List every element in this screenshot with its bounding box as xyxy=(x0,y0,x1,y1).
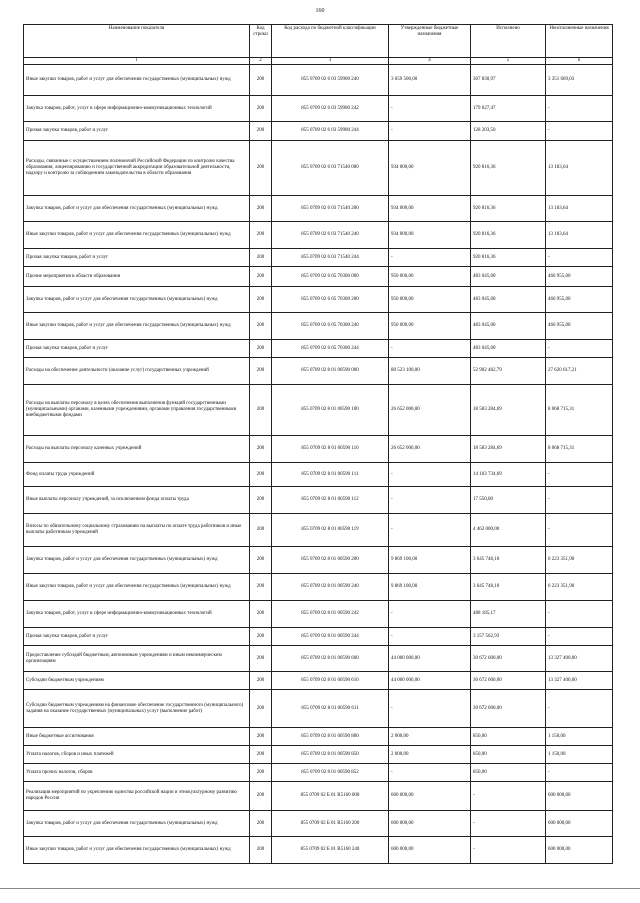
row-unexecuted: 27 620 617,21 xyxy=(546,358,613,385)
row-name: Иные закупки товаров, работ и услуг для обеспечения государственных (муниципальных) нужд xyxy=(24,222,250,249)
row-name: Прочие мероприятия в области образования xyxy=(24,267,250,287)
row-executed: 17 550,00 xyxy=(471,487,546,514)
row-approved: - xyxy=(389,601,471,628)
row-name: Закупка товаров, работ и услуг для обеспечения государственных (муниципальных) нужд xyxy=(24,811,250,837)
row-executed: - xyxy=(471,811,546,837)
row-name: Закупка товаров, работ и услуг для обеспечения государственных (муниципальных) нужд xyxy=(24,196,250,222)
row-line-code: 200 xyxy=(250,267,272,287)
row-executed: 179 627,47 xyxy=(471,96,546,122)
row-executed: 3 157 562,93 xyxy=(471,628,546,646)
row-name: Предоставление субсидий бюджетным, автономным учреждениям и иным некоммерческим организациям xyxy=(24,646,250,672)
row-expense-code: 855 0709 02 8 01 00590 611 xyxy=(272,690,389,728)
row-line-code: 200 xyxy=(250,249,272,267)
row-unexecuted: 13 327 400,00 xyxy=(546,672,613,690)
row-unexecuted: - xyxy=(546,514,613,547)
row-executed: 30 672 600,00 xyxy=(471,690,546,728)
row-executed: 850,00 xyxy=(471,764,546,782)
row-executed: 483 045,00 xyxy=(471,267,546,287)
header-approved: Утвержденные бюджетные назначения xyxy=(389,25,471,58)
row-name: Прочая закупка товаров, работ и услуг xyxy=(24,122,250,141)
row-name: Прочая закупка товаров, работ и услуг xyxy=(24,249,250,267)
table-row xyxy=(24,514,613,547)
row-unexecuted: 3 351 669,03 xyxy=(546,65,613,96)
row-unexecuted: 600 000,00 xyxy=(546,811,613,837)
row-name: Иные закупки товаров, работ и услуг для обеспечения государственных (муниципальных) нужд xyxy=(24,313,250,340)
row-line-code: 200 xyxy=(250,196,272,222)
row-expense-code: 855 0709 02 8 01 00590 244 xyxy=(272,628,389,646)
row-unexecuted: 6 223 351,90 xyxy=(546,547,613,574)
row-unexecuted: 13 183,64 xyxy=(546,196,613,222)
row-executed: 850,00 xyxy=(471,746,546,764)
row-line-code: 200 xyxy=(250,646,272,672)
row-unexecuted: 466 955,00 xyxy=(546,287,613,313)
row-executed: 128 203,50 xyxy=(471,122,546,141)
row-approved: 950 000,00 xyxy=(389,287,471,313)
row-executed: 30 672 600,00 xyxy=(471,646,546,672)
row-unexecuted: 13 183,64 xyxy=(546,141,613,196)
row-executed: 18 583 284,69 xyxy=(471,436,546,463)
row-name: Прочая закупка товаров, работ и услуг xyxy=(24,340,250,358)
row-line-code: 200 xyxy=(250,690,272,728)
row-expense-code: 855 0709 02 6 05 70300 200 xyxy=(272,287,389,313)
row-name: Иные закупки товаров, работ и услуг для обеспечения государственных (муниципальных) нужд xyxy=(24,65,250,96)
table-row xyxy=(24,358,613,385)
row-unexecuted: - xyxy=(546,463,613,487)
row-expense-code: 855 0709 02 6 03 71540 200 xyxy=(272,196,389,222)
row-name: Реализация мероприятий по укреплению единства российской нации и этнокультурному развитию народов России xyxy=(24,782,250,811)
row-approved: - xyxy=(389,514,471,547)
row-expense-code: 855 0709 02 8 01 00590 200 xyxy=(272,547,389,574)
row-approved: 26 652 000,00 xyxy=(389,436,471,463)
page-number: 160 xyxy=(315,8,325,14)
table-row xyxy=(24,267,613,287)
row-unexecuted: 1 150,00 xyxy=(546,728,613,746)
row-approved: - xyxy=(389,764,471,782)
row-executed: 920 816,36 xyxy=(471,222,546,249)
row-line-code: 200 xyxy=(250,547,272,574)
row-executed: 483 045,00 xyxy=(471,287,546,313)
row-unexecuted: 600 000,00 xyxy=(546,837,613,864)
row-executed: 920 816,36 xyxy=(471,249,546,267)
table-row xyxy=(24,574,613,601)
header-unexecuted: Неисполненные назначения xyxy=(546,25,613,58)
header-row xyxy=(24,25,613,58)
row-executed: 18 583 284,69 xyxy=(471,385,546,436)
row-expense-code: 855 0709 02 6 03 71540 000 xyxy=(272,141,389,196)
row-unexecuted: - xyxy=(546,487,613,514)
row-executed: 307 830,97 xyxy=(471,65,546,96)
table-row xyxy=(24,628,613,646)
row-executed: - xyxy=(471,782,546,811)
row-line-code: 200 xyxy=(250,764,272,782)
row-name: Субсидии бюджетным учреждениям на финансовое обеспечение государственного (муниципального) задания на оказание государственных (муниципальных) услуг (выполнение работ) xyxy=(24,690,250,728)
row-name: Иные выплаты персоналу учреждений, за исключением фонда оплаты труда xyxy=(24,487,250,514)
row-expense-code: 855 0709 02 8 01 00590 600 xyxy=(272,646,389,672)
table-row xyxy=(24,746,613,764)
row-name: Прочая закупка товаров, работ и услуг xyxy=(24,628,250,646)
row-unexecuted: 8 068 715,31 xyxy=(546,385,613,436)
row-unexecuted: 466 955,00 xyxy=(546,267,613,287)
row-unexecuted: 13 183,64 xyxy=(546,222,613,249)
table-row xyxy=(24,811,613,837)
row-unexecuted: - xyxy=(546,340,613,358)
row-expense-code: 855 0709 02 6 03 71540 244 xyxy=(272,249,389,267)
table-row xyxy=(24,313,613,340)
table-row xyxy=(24,782,613,811)
row-name: Расходы, связанные с осуществлением полномочий Российской Федерации по контролю качества образования, лицензированию и государственной аккредитации образовательной деятельности, надзору и контролю за соблюдением законодательства в области образования xyxy=(24,141,250,196)
row-line-code: 200 xyxy=(250,601,272,628)
row-unexecuted: - xyxy=(546,764,613,782)
table-row xyxy=(24,672,613,690)
row-name: Закупка товаров, работ, услуг в сфере информационно-коммуникационных технологий xyxy=(24,96,250,122)
table-row xyxy=(24,547,613,574)
table-row xyxy=(24,196,613,222)
row-name: Расходы на выплаты персоналу в целях обеспечения выполнения функций государственными (муниципальными) органами, казенными учреждениями, органами управления государственными внебюджетными фондами xyxy=(24,385,250,436)
row-expense-code: 855 0709 02 8 01 00590 000 xyxy=(272,358,389,385)
budget-execution-table xyxy=(23,24,613,864)
table-row xyxy=(24,141,613,196)
page-bottom-rule xyxy=(0,888,640,889)
table-row xyxy=(24,249,613,267)
row-approved: - xyxy=(389,463,471,487)
row-line-code: 200 xyxy=(250,141,272,196)
row-expense-code: 855 0709 02 8 01 00590 242 xyxy=(272,601,389,628)
column-number: 4 xyxy=(389,58,471,65)
row-name: Уплата прочих налогов, сборов xyxy=(24,764,250,782)
header-line-code: Код строки xyxy=(250,25,272,58)
row-expense-code: 855 0709 02 8 01 00590 852 xyxy=(272,764,389,782)
row-executed: 483 045,00 xyxy=(471,340,546,358)
row-approved: 934 000,00 xyxy=(389,141,471,196)
table-row xyxy=(24,65,613,96)
row-line-code: 200 xyxy=(250,628,272,646)
row-line-code: 200 xyxy=(250,358,272,385)
row-line-code: 200 xyxy=(250,574,272,601)
row-approved: 950 000,00 xyxy=(389,267,471,287)
column-number: 5 xyxy=(471,58,546,65)
table-row xyxy=(24,96,613,122)
row-expense-code: 855 0709 02 6 03 59900 240 xyxy=(272,65,389,96)
row-line-code: 200 xyxy=(250,122,272,141)
row-expense-code: 855 0709 02 Б 01 R5160 200 xyxy=(272,811,389,837)
row-expense-code: 855 0709 02 8 01 00590 100 xyxy=(272,385,389,436)
column-number-row xyxy=(24,58,613,65)
table-row xyxy=(24,340,613,358)
row-approved: 44 000 000,00 xyxy=(389,646,471,672)
row-expense-code: 855 0709 02 8 01 00590 111 xyxy=(272,463,389,487)
row-unexecuted: 8 068 715,31 xyxy=(546,436,613,463)
row-approved: 934 000,00 xyxy=(389,222,471,249)
row-approved: 2 000,00 xyxy=(389,728,471,746)
row-unexecuted: 1 150,00 xyxy=(546,746,613,764)
row-line-code: 200 xyxy=(250,811,272,837)
row-expense-code: 855 0709 02 6 05 70300 244 xyxy=(272,340,389,358)
row-unexecuted: - xyxy=(546,122,613,141)
row-expense-code: 855 0709 02 8 01 00590 610 xyxy=(272,672,389,690)
row-line-code: 200 xyxy=(250,782,272,811)
row-name: Иные бюджетные ассигнования xyxy=(24,728,250,746)
row-expense-code: 855 0709 02 6 03 59900 244 xyxy=(272,122,389,141)
column-number: 1 xyxy=(24,58,250,65)
row-executed: 488 185,17 xyxy=(471,601,546,628)
table-row xyxy=(24,690,613,728)
row-approved: 9 869 100,00 xyxy=(389,574,471,601)
row-line-code: 200 xyxy=(250,313,272,340)
row-approved: - xyxy=(389,690,471,728)
row-approved: - xyxy=(389,122,471,141)
row-approved: 3 659 500,00 xyxy=(389,65,471,96)
row-name: Субсидии бюджетным учреждениям xyxy=(24,672,250,690)
table-row xyxy=(24,436,613,463)
table-row xyxy=(24,122,613,141)
column-number: 6 xyxy=(546,58,613,65)
table-row xyxy=(24,837,613,864)
row-name: Закупка товаров, работ, услуг в сфере информационно-коммуникационных технологий xyxy=(24,601,250,628)
row-name: Расходы на выплаты персоналу казенных учреждений xyxy=(24,436,250,463)
row-line-code: 200 xyxy=(250,436,272,463)
row-line-code: 200 xyxy=(250,65,272,96)
row-unexecuted: 466 955,00 xyxy=(546,313,613,340)
row-line-code: 200 xyxy=(250,672,272,690)
row-approved: 9 869 100,00 xyxy=(389,547,471,574)
table-row xyxy=(24,764,613,782)
table-row xyxy=(24,487,613,514)
row-unexecuted: 13 327 400,00 xyxy=(546,646,613,672)
table-row xyxy=(24,463,613,487)
row-line-code: 200 xyxy=(250,222,272,249)
row-line-code: 200 xyxy=(250,746,272,764)
row-approved: 2 000,00 xyxy=(389,746,471,764)
row-approved: 934 000,00 xyxy=(389,196,471,222)
header-executed: Исполнено xyxy=(471,25,546,58)
row-unexecuted: - xyxy=(546,628,613,646)
table-row xyxy=(24,728,613,746)
row-name: Иные закупки товаров, работ и услуг для обеспечения государственных (муниципальных) нужд xyxy=(24,574,250,601)
row-line-code: 200 xyxy=(250,385,272,436)
row-expense-code: 855 0709 02 Б 01 R5160 000 xyxy=(272,782,389,811)
row-executed: 3 645 748,10 xyxy=(471,547,546,574)
row-approved: 80 523 100,00 xyxy=(389,358,471,385)
row-name: Уплата налогов, сборов и иных платежей xyxy=(24,746,250,764)
row-expense-code: 855 0709 02 8 01 00590 800 xyxy=(272,728,389,746)
row-line-code: 200 xyxy=(250,837,272,864)
row-name: Фонд оплаты труда учреждений xyxy=(24,463,250,487)
row-line-code: 200 xyxy=(250,728,272,746)
header-name: Наименование показателя xyxy=(24,25,250,58)
row-executed: 14 103 734,69 xyxy=(471,463,546,487)
row-expense-code: 855 0709 02 8 01 00590 110 xyxy=(272,436,389,463)
column-number: 3 xyxy=(272,58,389,65)
row-approved: 26 652 000,00 xyxy=(389,385,471,436)
row-name: Закупка товаров, работ и услуг для обеспечения государственных (муниципальных) нужд xyxy=(24,547,250,574)
row-executed: - xyxy=(471,837,546,864)
table-row xyxy=(24,646,613,672)
row-executed: 4 462 000,00 xyxy=(471,514,546,547)
row-executed: 920 816,36 xyxy=(471,196,546,222)
row-name: Иные закупки товаров, работ и услуг для обеспечения государственных (муниципальных) нужд xyxy=(24,837,250,864)
row-line-code: 200 xyxy=(250,340,272,358)
row-expense-code: 855 0709 02 8 01 00590 119 xyxy=(272,514,389,547)
row-approved: 600 000,00 xyxy=(389,782,471,811)
row-name: Расходы на обеспечение деятельности (оказание услуг) государственных учреждений xyxy=(24,358,250,385)
row-unexecuted: 600 000,00 xyxy=(546,782,613,811)
table-body xyxy=(24,65,613,864)
row-approved: - xyxy=(389,628,471,646)
row-approved: - xyxy=(389,340,471,358)
row-expense-code: 855 0709 02 6 03 59900 242 xyxy=(272,96,389,122)
row-expense-code: 855 0709 02 8 01 00590 850 xyxy=(272,746,389,764)
row-unexecuted: - xyxy=(546,690,613,728)
row-expense-code: 855 0709 02 6 05 70300 000 xyxy=(272,267,389,287)
row-approved: 600 000,00 xyxy=(389,811,471,837)
row-line-code: 200 xyxy=(250,96,272,122)
row-approved: 600 000,00 xyxy=(389,837,471,864)
table-row xyxy=(24,385,613,436)
row-expense-code: 855 0709 02 8 01 00590 112 xyxy=(272,487,389,514)
row-line-code: 200 xyxy=(250,514,272,547)
table-row xyxy=(24,601,613,628)
row-expense-code: 855 0709 02 8 01 00590 240 xyxy=(272,574,389,601)
column-number: 2 xyxy=(250,58,272,65)
row-unexecuted: - xyxy=(546,249,613,267)
row-approved: 44 000 000,00 xyxy=(389,672,471,690)
row-approved: 950 000,00 xyxy=(389,313,471,340)
row-approved: - xyxy=(389,487,471,514)
row-executed: 3 645 748,10 xyxy=(471,574,546,601)
row-name: Закупка товаров, работ и услуг для обеспечения государственных (муниципальных) нужд xyxy=(24,287,250,313)
row-approved: - xyxy=(389,96,471,122)
row-expense-code: 855 0709 02 6 03 71540 240 xyxy=(272,222,389,249)
header-expense-code: Код расхода по бюджетной классификации xyxy=(272,25,389,58)
row-unexecuted: - xyxy=(546,96,613,122)
row-executed: 483 045,00 xyxy=(471,313,546,340)
row-name: Взносы по обязательному социальному страхованию на выплаты по оплате труда работников и иные выплаты работникам учреждений xyxy=(24,514,250,547)
row-executed: 52 902 482,79 xyxy=(471,358,546,385)
row-expense-code: 855 0709 02 6 05 70300 240 xyxy=(272,313,389,340)
table-row xyxy=(24,222,613,249)
row-executed: 920 816,36 xyxy=(471,141,546,196)
row-executed: 850,00 xyxy=(471,728,546,746)
row-line-code: 200 xyxy=(250,463,272,487)
row-unexecuted: - xyxy=(546,601,613,628)
row-line-code: 200 xyxy=(250,487,272,514)
row-approved: - xyxy=(389,249,471,267)
row-expense-code: 855 0709 02 Б 01 R5160 240 xyxy=(272,837,389,864)
row-unexecuted: 6 223 351,90 xyxy=(546,574,613,601)
table-row xyxy=(24,287,613,313)
row-line-code: 200 xyxy=(250,287,272,313)
row-executed: 30 672 600,00 xyxy=(471,672,546,690)
